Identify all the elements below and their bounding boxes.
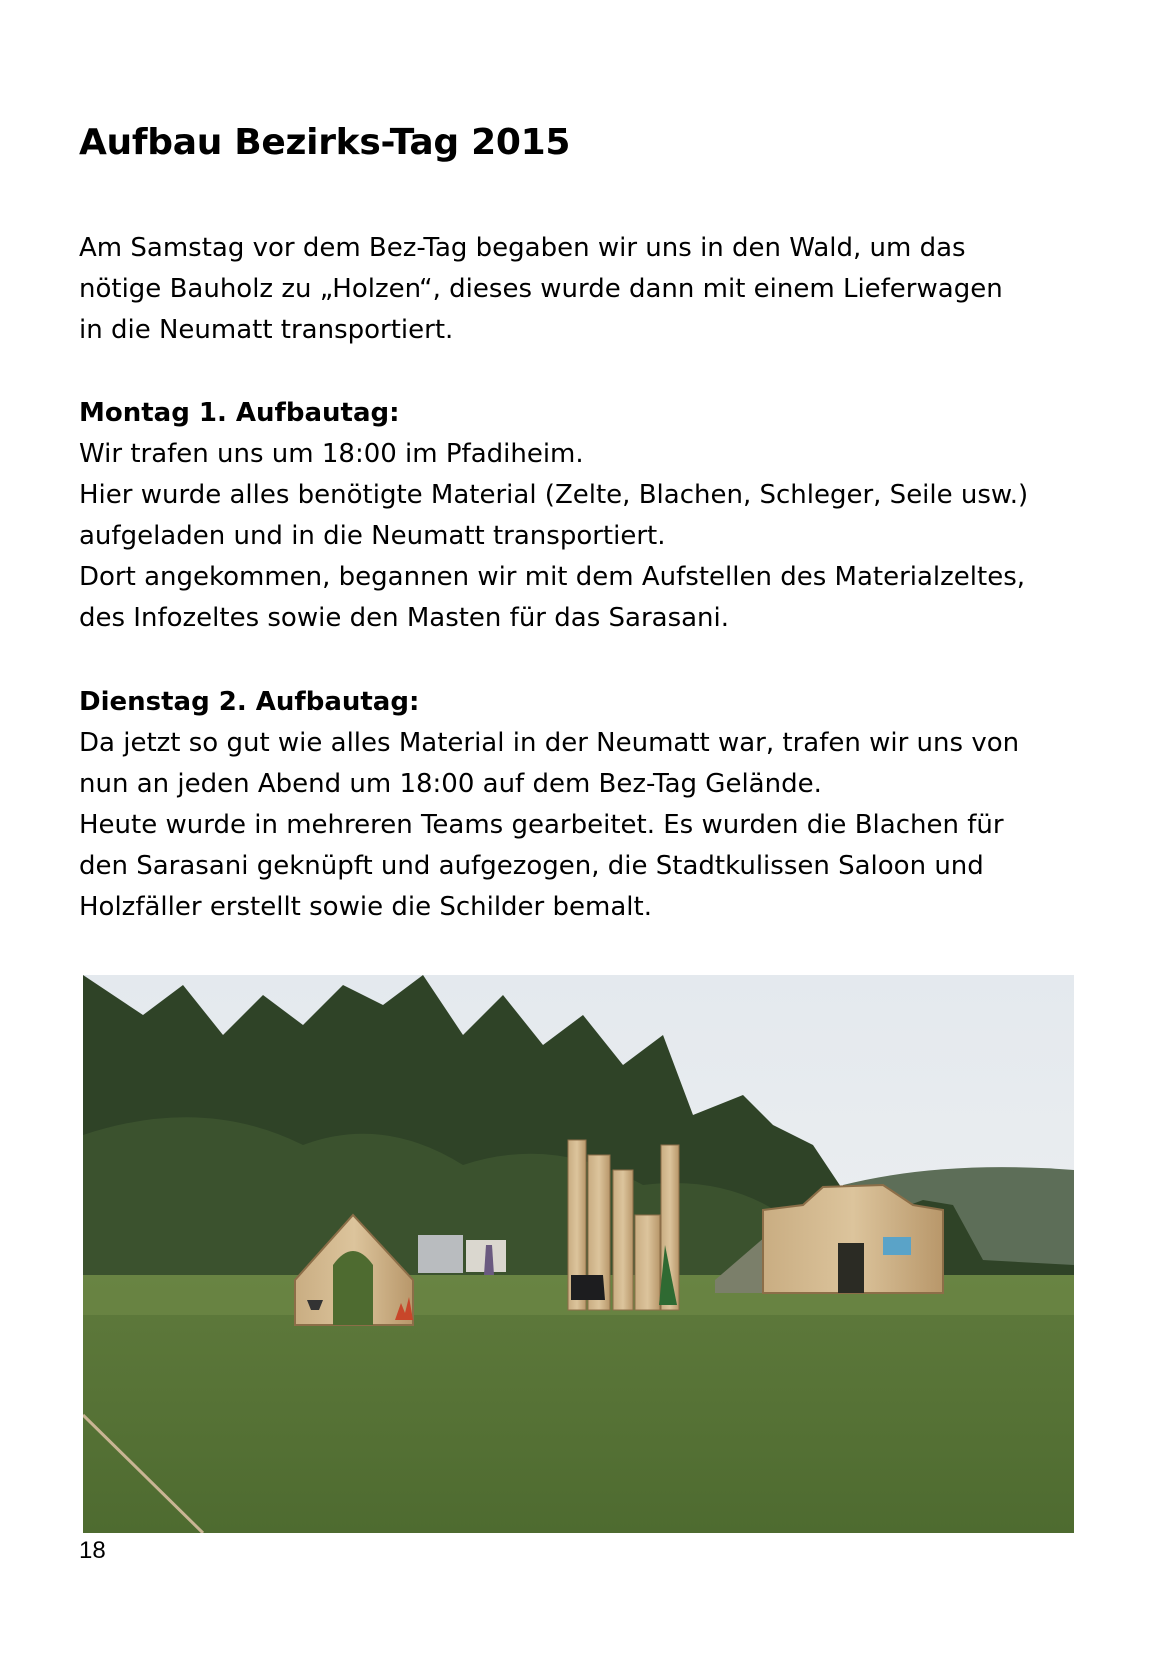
section-line: aufgeladen und in die Neumatt transportiert. — [79, 521, 666, 551]
page-number: 18 — [79, 1537, 106, 1564]
section-line: Hier wurde alles benötigte Material (Zelte, Blachen, Schleger, Seile usw.) — [79, 480, 1029, 510]
section-line: des Infozeltes sowie den Masten für das Sarasani. — [79, 603, 730, 633]
intro-line: Am Samstag vor dem Bez-Tag begaben wir uns in den Wald, um das — [79, 233, 966, 263]
section-dienstag — [79, 682, 1019, 928]
section-line: den Sarasani geknüpft und aufgezogen, die Stadtkulissen Saloon und — [79, 851, 984, 881]
section-line: Dort angekommen, begannen wir mit dem Aufstellen des Materialzeltes, — [79, 562, 1026, 592]
intro-paragraph — [79, 228, 1003, 351]
section-line: Holzfäller erstellt sowie die Schilder bemalt. — [79, 892, 652, 922]
intro-line: in die Neumatt transportiert. — [79, 315, 454, 345]
section-heading: Dienstag 2. Aufbautag: — [79, 687, 420, 717]
stroller — [571, 1275, 605, 1300]
section-heading: Montag 1. Aufbautag: — [79, 398, 400, 428]
section-line: nun an jeden Abend um 18:00 auf dem Bez-Tag Gelände. — [79, 769, 822, 799]
section-line: Wir trafen uns um 18:00 im Pfadiheim. — [79, 439, 584, 469]
meadow-scene-illustration — [83, 975, 1074, 1533]
trailer — [418, 1235, 463, 1273]
doorway — [838, 1243, 864, 1293]
setup-photo — [83, 975, 1074, 1533]
page-title: Aufbau Bezirks-Tag 2015 — [79, 122, 571, 163]
window-drawing — [883, 1237, 911, 1255]
intro-line: nötige Bauholz zu „Holzen“, dieses wurde dann mit einem Lieferwagen — [79, 274, 1003, 304]
section-montag — [79, 393, 1028, 639]
section-line: Da jetzt so gut wie alles Material in der Neumatt war, trafen wir uns von — [79, 728, 1020, 758]
section-line: Heute wurde in mehreren Teams gearbeitet. Es wurden die Blachen für — [79, 810, 1004, 840]
